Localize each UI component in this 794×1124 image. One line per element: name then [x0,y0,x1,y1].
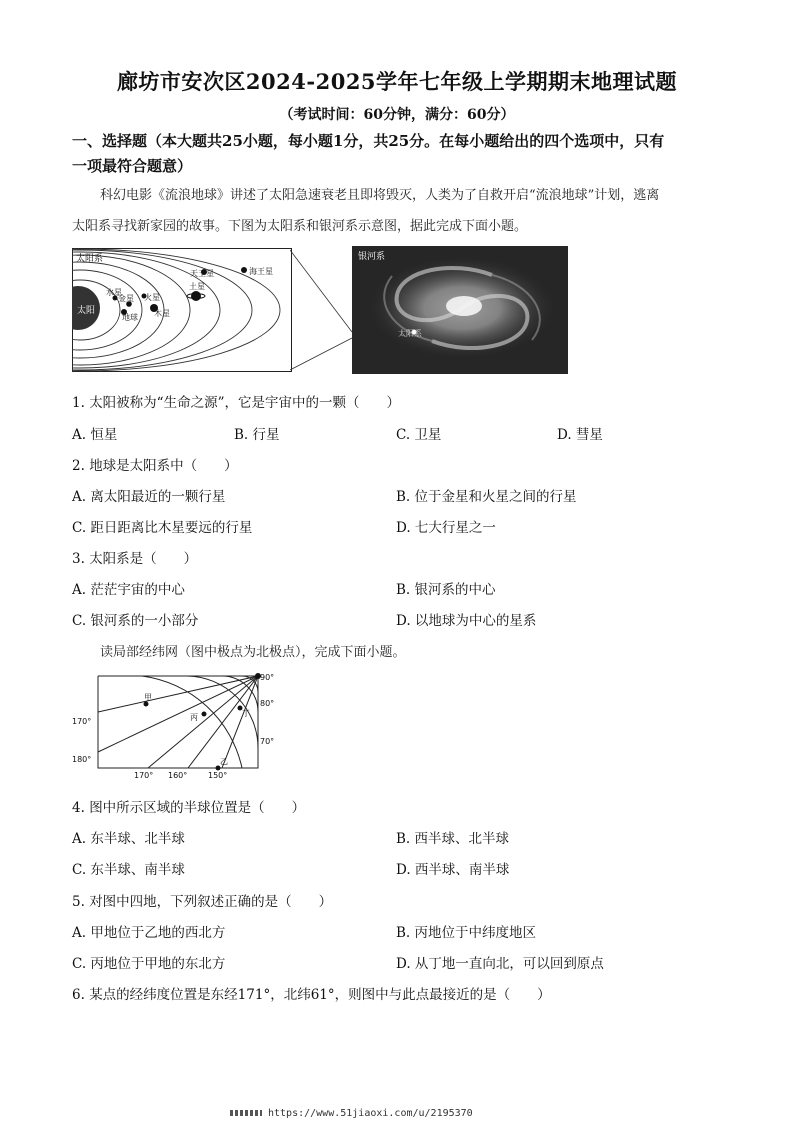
q5-option-b: B. 丙地位于中纬度地区 [396,925,537,941]
lon-label-150: 150° [208,771,228,780]
planet-label-earth: 地球 [122,313,138,322]
latitude-longitude-grid [72,668,278,782]
footer-logo-icon [230,1110,262,1116]
lat-label-90: 90° [260,673,275,682]
milky-way-label: 银河系 [358,252,386,262]
q1-option-b: B. 行星 [234,427,280,443]
question-number: 1. [72,395,85,411]
question-1-stem [72,391,400,411]
lon-label-160: 160° [168,771,188,780]
question-number: 6. [72,987,85,1003]
intro-paragraph-line2: 太阳系寻找新家园的故事。下图为太阳系和银河系示意图，据此完成下面小题。 [72,219,528,234]
planet-label-venus: 金星 [118,294,134,303]
planet-label-mercury: 水星 [106,288,122,297]
point-bing [202,712,207,717]
footer-url-text[interactable]: https://www.51jiaoxi.com/u/2195370 [268,1108,473,1119]
q3-option-d: D. 以地球为中心的星系 [396,613,537,629]
q1-option-a: A. 恒星 [72,427,118,443]
q1-option-d: D. 彗星 [557,427,603,443]
q2-option-a: A. 离太阳最近的一颗行星 [72,489,226,505]
lon-label-180: 180° [72,755,92,764]
q1-option-c: C. 卫星 [396,427,442,443]
milky-way-sun-marker-label: 太阳系 [398,329,422,338]
question-text: 地球是太阳系中（ ） [89,458,238,474]
q4-option-b: B. 西半球、北半球 [396,831,510,847]
question-number: 3. [72,551,85,567]
q5-option-a: A. 甲地位于乙地的西北方 [72,925,226,941]
lon-label-170-left: 170° [72,717,92,726]
page-title: 廊坊市安次区2024-2025学年七年级上学期期末地理试题 [116,69,678,94]
question-4-stem [72,796,305,816]
question-number: 2. [72,458,85,474]
point-label-jia: 甲 [144,693,152,702]
q4-option-a: A. 东半球、北半球 [72,831,185,847]
question-3-stem [72,547,197,567]
q2-option-d: D. 七大行星之一 [396,520,496,536]
q2-option-b: B. 位于金星和火星之间的行星 [396,489,577,505]
point-label-bing: 丙 [190,713,198,722]
lat-label-70: 70° [260,737,275,746]
question-text: 太阳被称为“生命之源”，它是宇宙中的一颗（ ） [89,395,400,411]
exam-info: （考试时间：60分钟，满分：60分） [279,107,515,123]
question-6-stem [72,983,551,1003]
planet-label-mars: 火星 [144,293,160,302]
q3-option-c: C. 银河系的一小部分 [72,613,199,629]
q4-option-d: D. 西半球、南半球 [396,862,510,878]
planet-label-jupiter: 木星 [154,309,170,318]
solar-system-diagram [72,248,292,372]
question-5-stem [72,890,332,910]
sun-label: 太阳 [77,306,96,316]
q3-option-a: A. 茫茫宇宙的中心 [72,582,185,598]
connector-lines [290,248,354,374]
question-2-stem [72,454,238,474]
question-text: 对图中四地，下列叙述正确的是（ ） [89,894,333,910]
footer-url[interactable] [230,1108,473,1119]
q5-option-d: D. 从丁地一直向北，可以回到原点 [396,956,604,972]
section-heading-line2: 一项最符合题意） [72,157,193,175]
intro-paragraph-line1: 科幻电影《流浪地球》讲述了太阳急速衰老且即将毁灭，人类为了自救开启“流浪地球”计划，逃离 [100,188,660,203]
question-text: 太阳系是（ ） [89,551,198,567]
question-text: 图中所示区域的半球位置是（ ） [89,800,306,816]
planet-label-saturn: 土星 [189,282,205,291]
intro-paragraph-2: 读局部经纬网（图中极点为北极点），完成下面小题。 [100,645,406,660]
question-number: 5. [72,894,85,910]
point-label-ding: 丁 [242,709,250,718]
question-text: 某点的经纬度位置是东经171°，北纬61°，则图中与此点最接近的是（ ） [89,987,551,1003]
solar-system-label: 太阳系 [76,254,104,264]
planet-label-uranus: 天王星 [190,269,214,278]
point-jia [144,702,149,707]
q2-option-c: C. 距日距离比木星要远的行星 [72,520,253,536]
q4-option-c: C. 东半球、南半球 [72,862,185,878]
lat-label-80: 80° [260,699,275,708]
planet-label-neptune: 海王星 [249,267,273,276]
milky-way-image [352,246,568,374]
question-number: 4. [72,800,85,816]
q5-option-c: C. 丙地位于甲地的东北方 [72,956,226,972]
section-heading-line1: 一、选择题（本大题共25小题，每小题1分，共25分。在每小题给出的四个选项中，只有 [72,132,665,150]
point-yi [216,766,221,771]
q3-option-b: B. 银河系的中心 [396,582,496,598]
lon-label-170-bottom: 170° [134,771,154,780]
point-label-yi: 乙 [220,757,228,766]
